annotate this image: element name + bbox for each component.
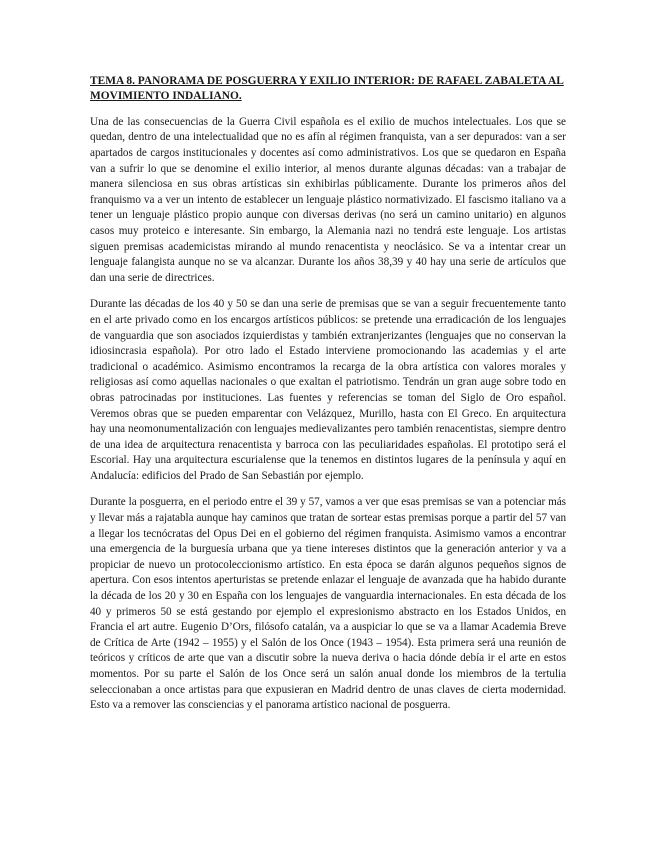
paragraph-2: Durante las décadas de los 40 y 50 se dan una serie de premisas que se van a seguir frecuentemente tanto en el arte privado como en los encargos artísticos públicos: se pretende una erradicación de los lenguajes de vanguardia que son asociados izquierdistas y también extranjerizantes (lenguajes que no conservan la idiosincrasia española). Por otro lado el Estado interviene promocionando las academias y el arte tradicional o académico. Asimismo encontramos la recarga de la obra artística con valores morales y religiosas así como aquellas nacionales o que exaltan el patriotismo. Tendrán un gran auge sobre todo en obras patrocinadas por instituciones. Las fuentes y referencias se toman del Siglo de Oro español. Veremos obras que se pueden emparentar con Velázquez, Murillo, hasta con El Greco. En arquitectura hay una neomonumentalización con lenguajes medievalizantes pero también renacentistas, siempre dentro de una idea de arquitectura renacentista y barroca con las peculiaridades españolas. El prototipo será el Escorial. Hay una arquitectura escurialense que la tenemos en distintos lugares de la península y aquí en Andalucía: edificios del Prado de San Sebastián por ejemplo.: [90, 298, 566, 482]
paragraph-3: Durante la posguerra, en el periodo entre el 39 y 57, vamos a ver que esas premisas se van a potenciar más y llevar más a rajatabla aunque hay caminos que tratan de sortear estas premisas porque a partir del 57 van a llegar los tecnócratas del Opus Dei en el gobierno del régimen franquista. Asimismo vamos a encontrar una emergencia de la burguesía urbana que ya tiene intereses distintos que la generación anterior y va a propiciar de nuevo un protocoleccionismo artístico. En esta época se darán algunos pequeños signos de apertura. Con esos intentos aperturistas se pretende enlazar el lenguaje de avanzada que ha habido durante la década de los 20 y 30 en España con los lenguajes de vanguardia internacionales. En esta década de los 40 y primeros 50 se está gestando por ejemplo el expresionismo abstracto en los Estados Unidos, en Francia el art autre. Eugenio D’Ors, filósofo catalán, va a auspiciar lo que se va a llamar Academia Breve de Crítica de Arte (1942 – 1955) y el Salón de los Once (1943 – 1954). Esta primera será una reunión de teóricos y críticos de arte que van a discutir sobre la nueva deriva o hacia dónde debía ir el arte en estos momentos. Por su parte el Salón de los Once será un salón anual donde los miembros de la tertulia seleccionaban a once artistas para que expusieran en Madrid dentro de unas claves de cierta modernidad. Esto va a remover las consciencias y el panorama artístico nacional de posguerra.: [90, 496, 566, 712]
document-page: [90, 74, 566, 725]
paragraph-1: Una de las consecuencias de la Guerra Civil española es el exilio de muchos intelectuales. Los que se quedan, dentro de una intelectualidad que no es afín al régimen franquista, van a ser depurados: van a ser apartados de cargos institucionales y docentes así como administrativos. Los que se quedaron en España van a sufrir lo que se denomine el exilio interior, al menos durante algunas décadas: van a trabajar de manera silenciosa en sus obras artísticas sin exhibirlas públicamente. Durante los primeros años del franquismo va a ver un intento de establecer un lenguaje plástico normativizado. El fascismo italiano va a tener un lenguaje plástico propio aunque con diversas derivas (no será un camino unitario) en algunos casos muy proteico e interesante. Sin embargo, la Alemania nazi no tendrá este lenguaje. Los artistas siguen premisas academicistas mirando al mundo renacentista y neoclásico. Se va a intentar crear un lenguaje falangista aunque no se va alcanzar. Durante los años 38,39 y 40 hay una serie de artículos que dan una serie de directrices.: [90, 115, 566, 284]
document-title: TEMA 8. PANORAMA DE POSGUERRA Y EXILIO INTERIOR: DE RAFAEL ZABALETA AL MOVIMIENTO INDALIANO.: [90, 75, 564, 103]
